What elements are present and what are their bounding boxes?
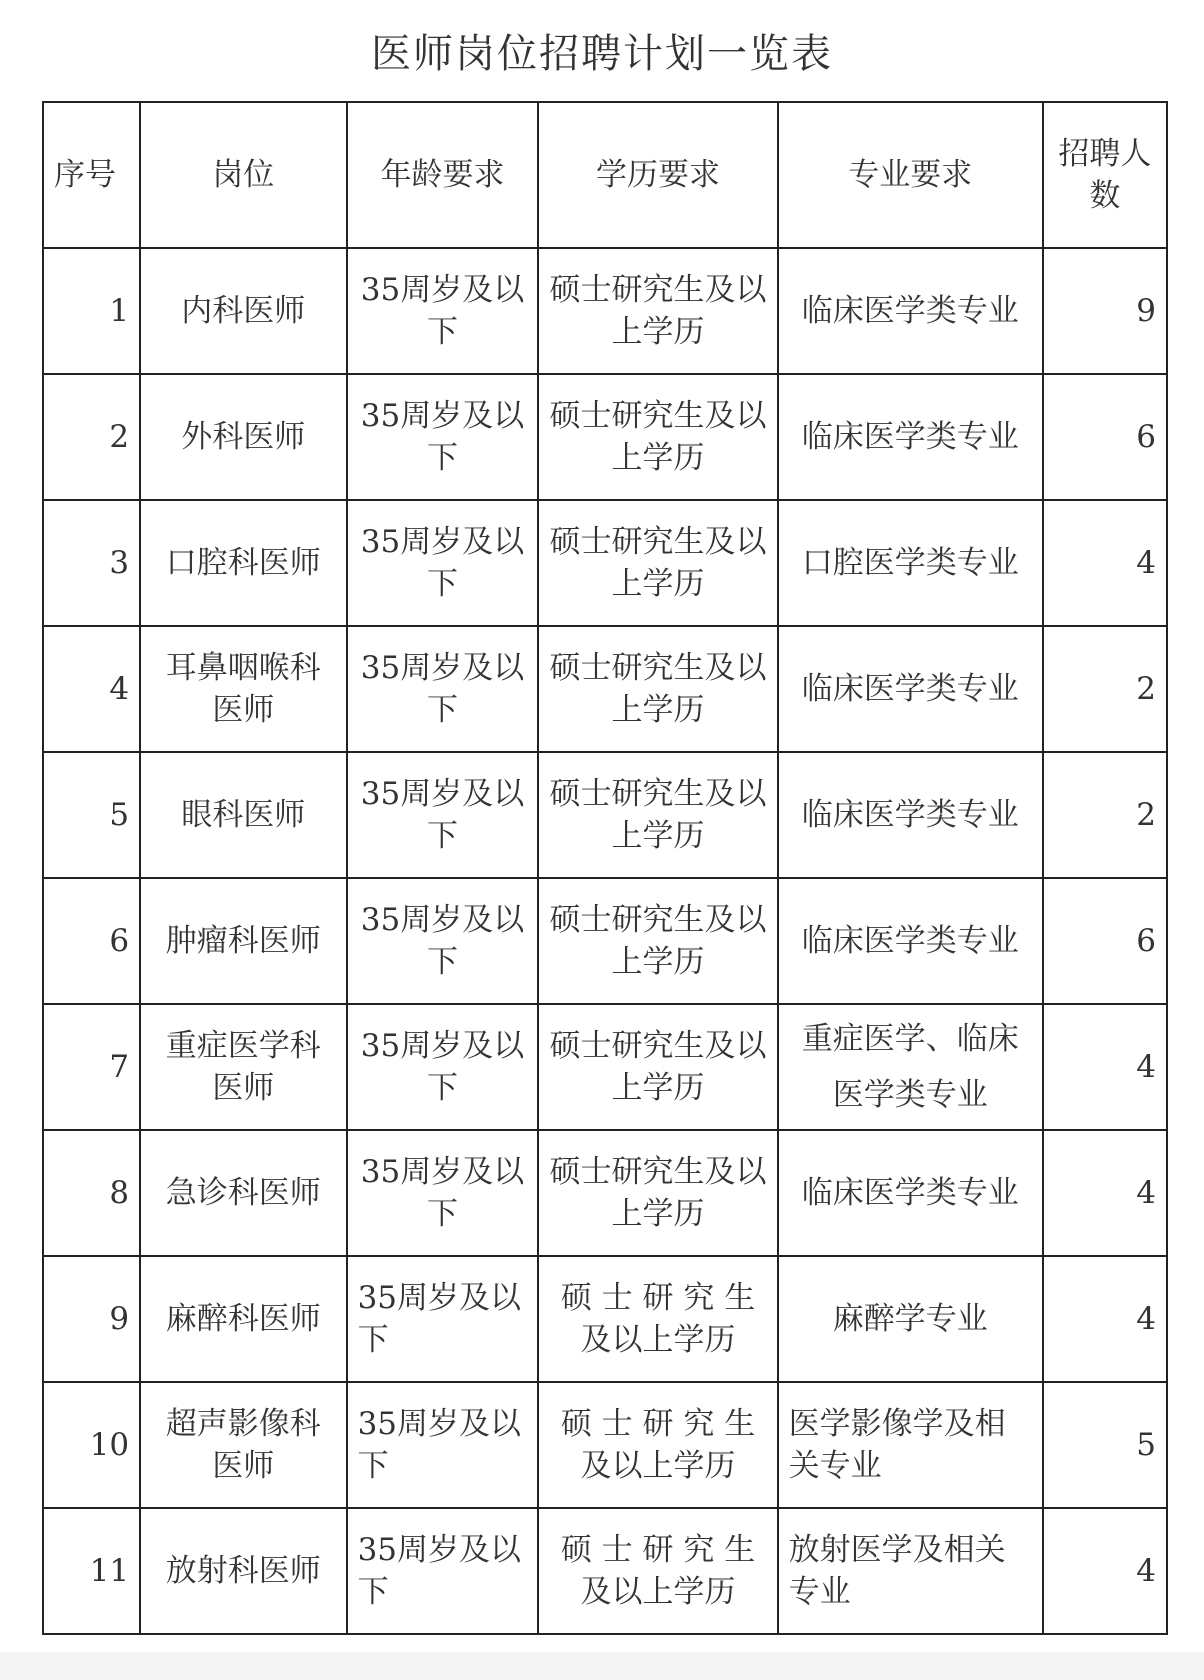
row-major: 临床医学类专业	[778, 752, 1043, 878]
row-education: 硕士研究生及以上学历	[538, 878, 777, 1004]
table-row	[43, 1130, 1167, 1256]
row-education: 硕士研究生及以上学历	[538, 1130, 777, 1256]
row-major: 放射医学及相关专业	[778, 1508, 1043, 1634]
row-major: 临床医学类专业	[778, 374, 1043, 500]
header-education: 学历要求	[538, 102, 777, 248]
table-row	[43, 1004, 1167, 1130]
row-age: 35周岁及以下	[347, 1382, 539, 1508]
row-count: 4	[1043, 1130, 1167, 1256]
row-post: 麻醉科医师	[140, 1256, 347, 1382]
row-no: 3	[43, 500, 140, 626]
row-major: 临床医学类专业	[778, 248, 1043, 374]
table-row	[43, 374, 1167, 500]
table-row	[43, 1508, 1167, 1634]
row-no: 4	[43, 626, 140, 752]
header-count: 招聘人数	[1043, 102, 1167, 248]
row-major: 临床医学类专业	[778, 626, 1043, 752]
row-count: 5	[1043, 1382, 1167, 1508]
row-education: 硕 士 研 究 生及以上学历	[538, 1256, 777, 1382]
row-post: 急诊科医师	[140, 1130, 347, 1256]
row-count: 4	[1043, 1004, 1167, 1130]
row-major: 临床医学类专业	[778, 1130, 1043, 1256]
header-age: 年龄要求	[347, 102, 539, 248]
table-row	[43, 1382, 1167, 1508]
row-post: 眼科医师	[140, 752, 347, 878]
row-post: 内科医师	[140, 248, 347, 374]
row-age: 35周岁及以下	[347, 1508, 539, 1634]
row-major: 口腔医学类专业	[778, 500, 1043, 626]
header-major: 专业要求	[778, 102, 1043, 248]
row-count: 6	[1043, 878, 1167, 1004]
table-row	[43, 500, 1167, 626]
row-count: 2	[1043, 752, 1167, 878]
row-count: 4	[1043, 1256, 1167, 1382]
row-post: 放射科医师	[140, 1508, 347, 1634]
row-count: 9	[1043, 248, 1167, 374]
table-row	[43, 1256, 1167, 1382]
row-age: 35周岁及以下	[347, 1004, 539, 1130]
row-count: 2	[1043, 626, 1167, 752]
row-age: 35周岁及以下	[347, 1256, 539, 1382]
row-count: 4	[1043, 1508, 1167, 1634]
row-education: 硕士研究生及以上学历	[538, 248, 777, 374]
table-row	[43, 248, 1167, 374]
table-header-row	[43, 102, 1167, 248]
row-major: 医学影像学及相关专业	[778, 1382, 1043, 1508]
row-education: 硕士研究生及以上学历	[538, 500, 777, 626]
row-no: 1	[43, 248, 140, 374]
row-no: 7	[43, 1004, 140, 1130]
row-age: 35周岁及以下	[347, 878, 539, 1004]
row-post: 超声影像科医师	[140, 1382, 347, 1508]
row-post: 口腔科医师	[140, 500, 347, 626]
table-row	[43, 626, 1167, 752]
row-count: 6	[1043, 374, 1167, 500]
row-major: 重症医学、临床医学类专业	[778, 1004, 1043, 1130]
row-age: 35周岁及以下	[347, 626, 539, 752]
row-no: 2	[43, 374, 140, 500]
row-age: 35周岁及以下	[347, 248, 539, 374]
row-education: 硕士研究生及以上学历	[538, 752, 777, 878]
row-no: 10	[43, 1382, 140, 1508]
row-no: 9	[43, 1256, 140, 1382]
row-age: 35周岁及以下	[347, 1130, 539, 1256]
row-post: 外科医师	[140, 374, 347, 500]
header-no: 序号	[43, 102, 140, 248]
row-no: 5	[43, 752, 140, 878]
row-no: 8	[43, 1130, 140, 1256]
row-age: 35周岁及以下	[347, 500, 539, 626]
row-education: 硕士研究生及以上学历	[538, 374, 777, 500]
row-age: 35周岁及以下	[347, 752, 539, 878]
row-major: 临床医学类专业	[778, 878, 1043, 1004]
row-major: 麻醉学专业	[778, 1256, 1043, 1382]
row-post: 耳鼻咽喉科医师	[140, 626, 347, 752]
recruitment-table	[42, 101, 1168, 1635]
row-age: 35周岁及以下	[347, 374, 539, 500]
row-education: 硕 士 研 究 生及以上学历	[538, 1508, 777, 1634]
row-no: 6	[43, 878, 140, 1004]
row-education: 硕 士 研 究 生及以上学历	[538, 1382, 777, 1508]
row-education: 硕士研究生及以上学历	[538, 1004, 777, 1130]
page-title: 医师岗位招聘计划一览表	[371, 31, 833, 77]
header-post: 岗位	[140, 102, 347, 248]
row-count: 4	[1043, 500, 1167, 626]
row-post: 肿瘤科医师	[140, 878, 347, 1004]
row-post: 重症医学科医师	[140, 1004, 347, 1130]
bottom-margin-band	[0, 1652, 1204, 1680]
table-row	[43, 878, 1167, 1004]
table-row	[43, 752, 1167, 878]
row-no: 11	[43, 1508, 140, 1634]
row-education: 硕士研究生及以上学历	[538, 626, 777, 752]
